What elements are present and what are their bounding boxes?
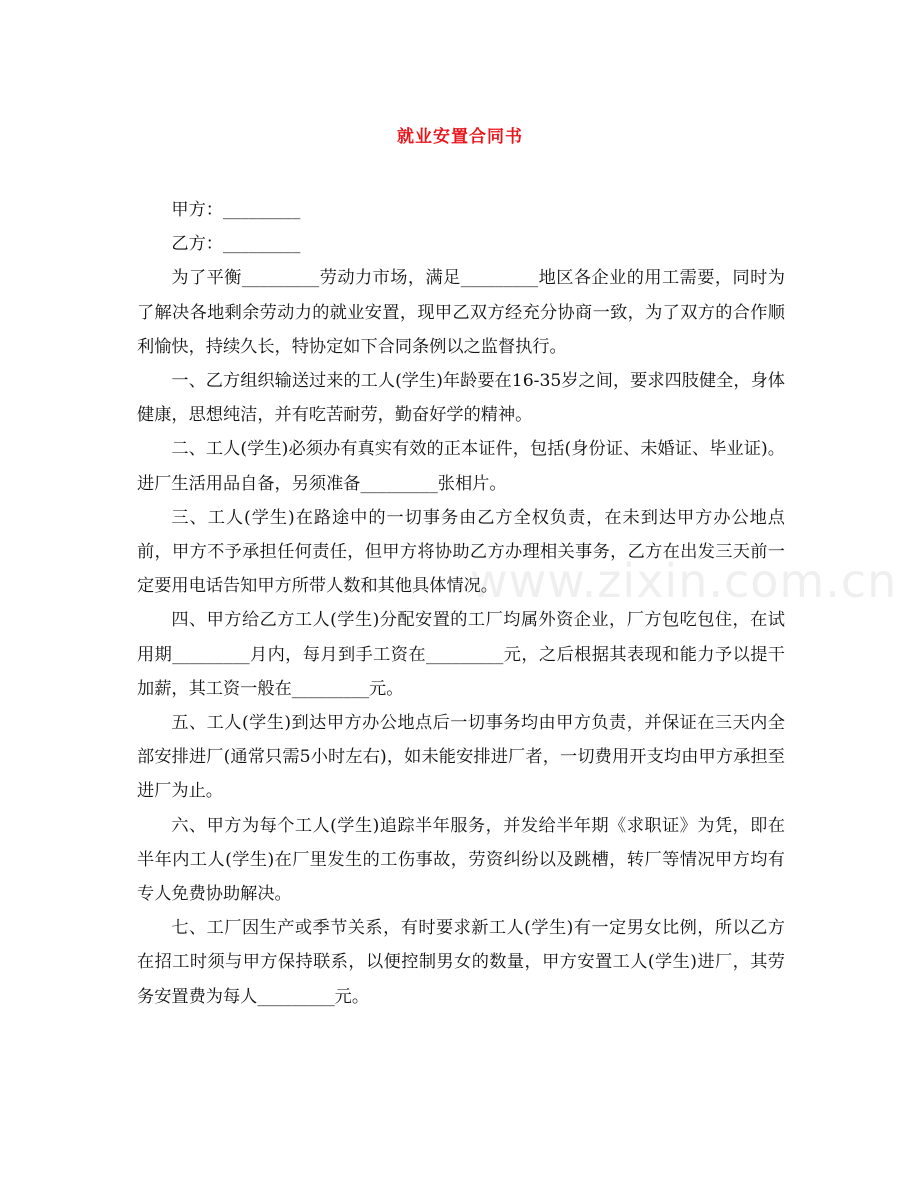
- party-a-line: 甲方：_________: [171, 200, 301, 220]
- party-b-line: 乙方：_________: [171, 234, 301, 255]
- watermark: www.zixin.com.cn: [470, 554, 898, 608]
- document-body: [137, 193, 785, 1014]
- clause-4: 四、甲方给乙方工人(学生)分配安置的工厂均属外资企业，厂方包吃包住，在试用期_________月内，每月到手工资在_________元，之后根据其表现和能力予以提干加薪，其工资一般在_________元。: [137, 610, 785, 699]
- clause-2: 二、工人(学生)必须办有真实有效的正本证件，包括(身份证、未婚证、毕业证)。进厂生活用品自备，另须准备_________张相片。: [137, 439, 785, 494]
- clause-7: 七、工厂因生产或季节关系，有时要求新工人(学生)有一定男女比例，所以乙方在招工时须与甲方保持联系，以便控制男女的数量，甲方安置工人(学生)进厂，其劳务安置费为每人_________元。: [137, 918, 785, 1007]
- clause-6: 六、甲方为每个工人(学生)追踪半年服务，并发给半年期《求职证》为凭，即在半年内工人(学生)在厂里发生的工伤事故，劳资纠纷以及跳槽，转厂等情况甲方均有专人免费协助解决。: [137, 815, 785, 905]
- clause-3: 三、工人(学生)在路途中的一切事务由乙方全权负责，在未到达甲方办公地点前，甲方不予承担任何责任，但甲方将协助乙方办理相关事务，乙方在出发三天前一定要用电话告知甲方所带人数和其他具体情况。: [137, 507, 785, 597]
- document-title: 就业安置合同书: [397, 127, 523, 147]
- clause-5: 五、工人(学生)到达甲方办公地点后一切事务均由甲方负责，并保证在三天内全部安排进厂(通常只需5小时左右)，如未能安排进厂者，一切费用开支均由甲方承担至进厂为止。: [137, 713, 785, 802]
- clause-1: 一、乙方组织输送过来的工人(学生)年龄要在16-35岁之间，要求四肢健全，身体健康，思想纯洁，并有吃苦耐劳，勤奋好学的精神。: [137, 371, 785, 426]
- preamble-paragraph: 为了平衡_________劳动力市场，满足_________地区各企业的用工需要，同时为了解决各地剩余劳动力的就业安置，现甲乙双方经充分协商一致，为了双方的合作顺利愉快，持续久长，特协定如下合同条例以之监督执行。: [137, 268, 785, 357]
